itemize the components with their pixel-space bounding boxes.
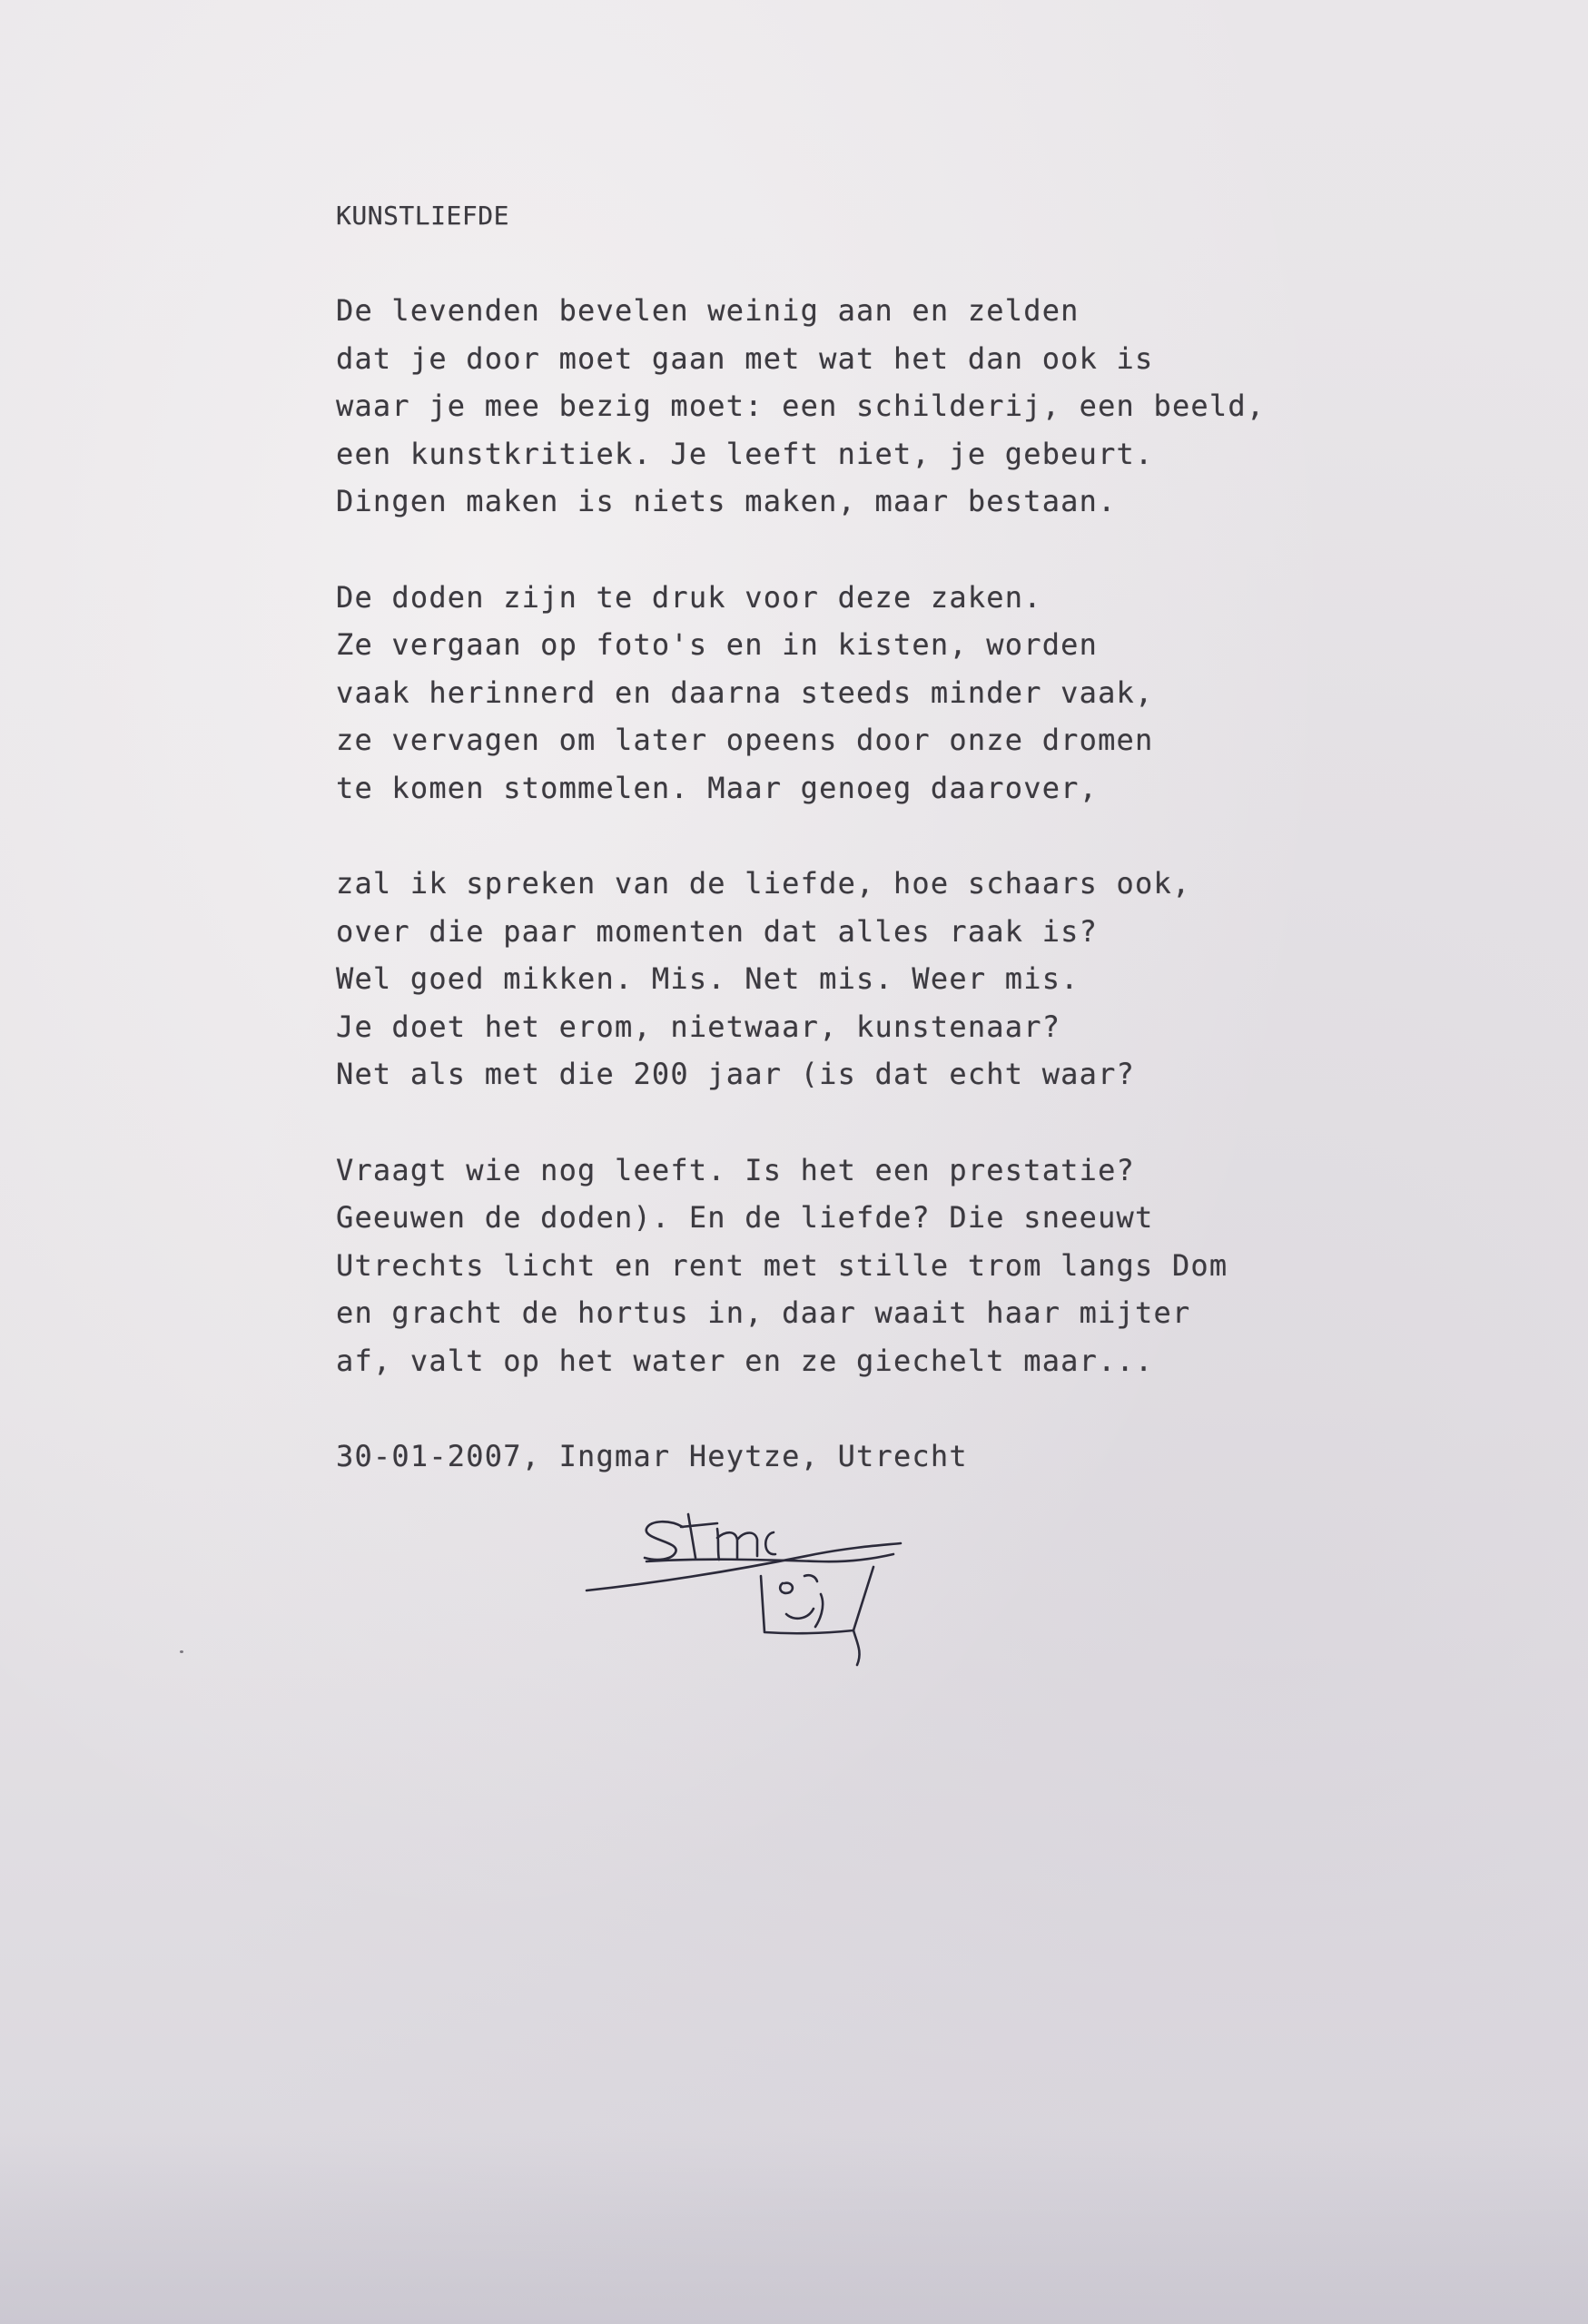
poem-line: Wel goed mikken. Mis. Net mis. Weer mis.: [336, 961, 1080, 996]
signature-face-brow: [804, 1575, 817, 1581]
poem-line: ze vervagen om later opeens door onze dromen: [336, 723, 1154, 757]
poem-line: Dingen maken is niets maken, maar bestaan.: [336, 484, 1117, 518]
poem-line: Utrechts licht en rent met stille trom langs Dom: [336, 1247, 1228, 1283]
poem-line: Net als met die 200 jaar (is dat echt waar?: [336, 1057, 1136, 1091]
poem-line: over die paar momenten dat alles raak is?: [336, 913, 1099, 949]
signature-swoosh-stroke: [646, 1554, 893, 1561]
signature-underline-stroke: [587, 1543, 901, 1590]
poem-line: af, valt op het water en ze giechelt maar...: [336, 1343, 1154, 1378]
paper-speck: [180, 1650, 183, 1653]
poem-line: zal ik spreken van de liefde, hoe schaars ook,: [336, 866, 1191, 901]
signature-icon: [581, 1507, 908, 1675]
poem-line: De levenden bevelen weinig aan en zelden: [336, 293, 1080, 328]
poem-line: waar je mee bezig moet: een schilderij, een beeld,: [336, 389, 1266, 423]
signature-letters: [681, 1514, 775, 1560]
poem: [336, 192, 1344, 1480]
stanza-3: [336, 860, 1344, 1098]
paper-shadow: [0, 2129, 1588, 2324]
poem-line: en gracht de hortus in, daar waait haar mijter: [336, 1295, 1191, 1330]
signature-face-eye: [780, 1583, 793, 1593]
poem-title: KUNSTLIEFDE: [336, 201, 509, 231]
stanza-4: [336, 1147, 1344, 1385]
dateline: 30-01-2007, Ingmar Heytze, Utrecht: [336, 1439, 968, 1473]
stanza-2: [336, 574, 1344, 812]
poem-line: Vraagt wie nog leeft. Is het een prestatie?: [336, 1152, 1136, 1187]
stanza-1: [336, 287, 1344, 526]
poem-line: vaak herinnerd en daarna steeds minder vaak,: [336, 675, 1154, 710]
poem-line: Geeuwen de doden). En de liefde? Die sneeuwt: [336, 1200, 1154, 1235]
poem-line: Ze vergaan op foto's en in kisten, worden: [336, 627, 1099, 662]
poem-line: dat je door moet gaan met wat het dan ook is: [336, 340, 1154, 376]
poem-line: te komen stommelen. Maar genoeg daarover,: [336, 770, 1099, 805]
signature-face-mouth: [786, 1594, 823, 1627]
poem-line: De doden zijn te druk voor deze zaken.: [336, 579, 1042, 615]
poem-line: een kunstkritiek. Je leeft niet, je gebeurt.: [336, 436, 1154, 471]
signature-face-tail: [853, 1630, 860, 1665]
signature-letter-s: [645, 1521, 683, 1560]
poem-line: Je doet het erom, nietwaar, kunstenaar?: [336, 1009, 1061, 1044]
